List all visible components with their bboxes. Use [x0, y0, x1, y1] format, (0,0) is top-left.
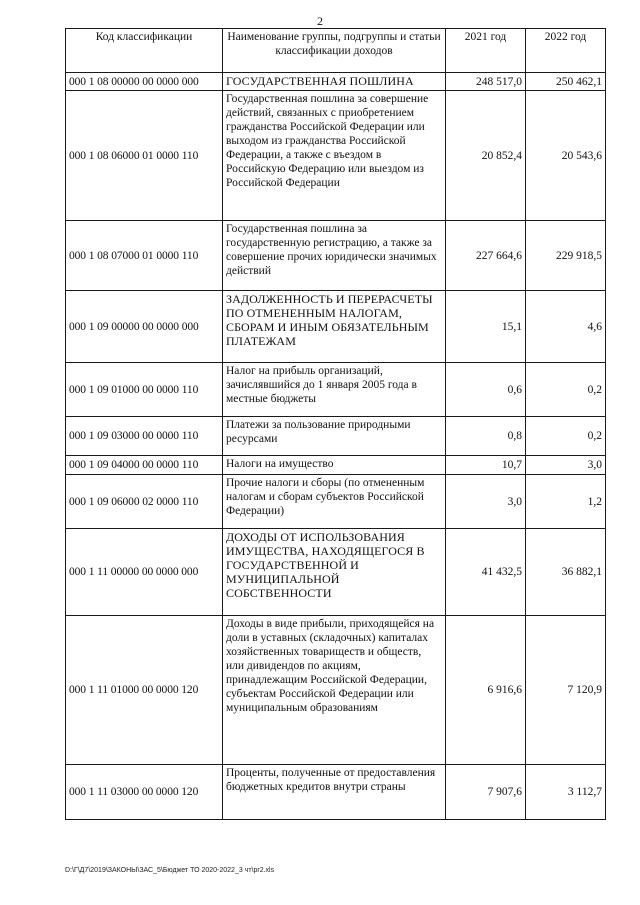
row-code: 000 1 09 01000 00 0000 110 — [66, 363, 223, 417]
row-value-2021: 7 907,6 — [446, 765, 526, 820]
row-code: 000 1 09 04000 00 0000 110 — [66, 456, 223, 475]
header-code: Код классификации — [66, 29, 223, 73]
row-value-2021: 6 916,6 — [446, 616, 526, 765]
row-value-2022: 20 543,6 — [526, 91, 606, 221]
row-value-2022: 0,2 — [526, 363, 606, 417]
header-year-2022: 2022 год — [526, 29, 606, 73]
row-name: Государственная пошлина за государственную регистрацию, а также за совершение прочих юридически значимых действий — [223, 221, 446, 291]
row-value-2022: 4,6 — [526, 291, 606, 363]
row-value-2021: 0,8 — [446, 417, 526, 456]
row-value-2021: 20 852,4 — [446, 91, 526, 221]
header-name: Наименование группы, подгруппы и статьи классификации доходов — [223, 29, 446, 73]
row-value-2022: 7 120,9 — [526, 616, 606, 765]
table-header-row — [66, 29, 606, 73]
row-name: Доходы в виде прибыли, приходящейся на доли в уставных (складочных) капиталах хозяйственных товариществ и обществ, или дивидендов по акциям, принадлежащим Российской Федерации, субъектам Российской Федерации или муниципальным образованиям — [223, 616, 446, 765]
header-year-2021: 2021 год — [446, 29, 526, 73]
row-value-2022: 3,0 — [526, 456, 606, 475]
table-row — [66, 91, 606, 221]
row-name: ЗАДОЛЖЕННОСТЬ И ПЕРЕРАСЧЕТЫ ПО ОТМЕНЕННЫМ НАЛОГАМ, СБОРАМ И ИНЫМ ОБЯЗАТЕЛЬНЫМ ПЛАТЕЖАМ — [223, 291, 446, 363]
row-name: Проценты, полученные от предоставления бюджетных кредитов внутри страны — [223, 765, 446, 820]
row-value-2022: 229 918,5 — [526, 221, 606, 291]
row-value-2022: 3 112,7 — [526, 765, 606, 820]
row-value-2021: 227 664,6 — [446, 221, 526, 291]
row-code: 000 1 11 00000 00 0000 000 — [66, 529, 223, 616]
row-name: Налоги на имущество — [223, 456, 446, 475]
row-name: Налог на прибыль организаций, зачислявшийся до 1 января 2005 года в местные бюджеты — [223, 363, 446, 417]
row-code: 000 1 09 00000 00 0000 000 — [66, 291, 223, 363]
row-value-2022: 250 462,1 — [526, 73, 606, 91]
row-value-2022: 36 882,1 — [526, 529, 606, 616]
row-value-2021: 248 517,0 — [446, 73, 526, 91]
table-row — [66, 221, 606, 291]
row-name: ГОСУДАРСТВЕННАЯ ПОШЛИНА — [223, 73, 446, 91]
revenue-table — [65, 28, 606, 820]
row-value-2022: 0,2 — [526, 417, 606, 456]
table-row — [66, 417, 606, 456]
row-name: Платежи за пользование природными ресурсами — [223, 417, 446, 456]
row-value-2021: 0,6 — [446, 363, 526, 417]
row-name: ДОХОДЫ ОТ ИСПОЛЬЗОВАНИЯ ИМУЩЕСТВА, НАХОДЯЩЕГОСЯ В ГОСУДАРСТВЕННОЙ И МУНИЦИПАЛЬНОЙ СОБСТВЕННОСТИ — [223, 529, 446, 616]
row-name: Государственная пошлина за совершение действий, связанных с приобретением гражданства Российской Федерации или выходом из гражданства Российской Федерации, а также с въездом в Российскую Федерацию или выездом из Российской Федерации — [223, 91, 446, 221]
row-code: 000 1 11 03000 00 0000 120 — [66, 765, 223, 820]
row-value-2021: 10,7 — [446, 456, 526, 475]
row-name: Прочие налоги и сборы (по отмененным налогам и сборам субъектов Российской Федерации) — [223, 475, 446, 529]
table-row — [66, 363, 606, 417]
row-code: 000 1 09 06000 02 0000 110 — [66, 475, 223, 529]
row-code: 000 1 08 00000 00 0000 000 — [66, 73, 223, 91]
row-value-2021: 41 432,5 — [446, 529, 526, 616]
table-row — [66, 73, 606, 91]
row-value-2021: 15,1 — [446, 291, 526, 363]
table-row — [66, 456, 606, 475]
page-number: 2 — [317, 14, 323, 28]
row-code: 000 1 08 07000 01 0000 110 — [66, 221, 223, 291]
row-value-2022: 1,2 — [526, 475, 606, 529]
footer-file-path: D:\Г\Д7\2019\ЗАКОНЫ\ЗАС_5\Бюджет ТО 2020-2022_3 чт\pr2.xls — [65, 867, 275, 874]
row-code: 000 1 08 06000 01 0000 110 — [66, 91, 223, 221]
row-code: 000 1 09 03000 00 0000 110 — [66, 417, 223, 456]
row-value-2021: 3,0 — [446, 475, 526, 529]
table-row — [66, 765, 606, 820]
table-row — [66, 616, 606, 765]
table-row — [66, 291, 606, 363]
table-row — [66, 475, 606, 529]
row-code: 000 1 11 01000 00 0000 120 — [66, 616, 223, 765]
table-row — [66, 529, 606, 616]
